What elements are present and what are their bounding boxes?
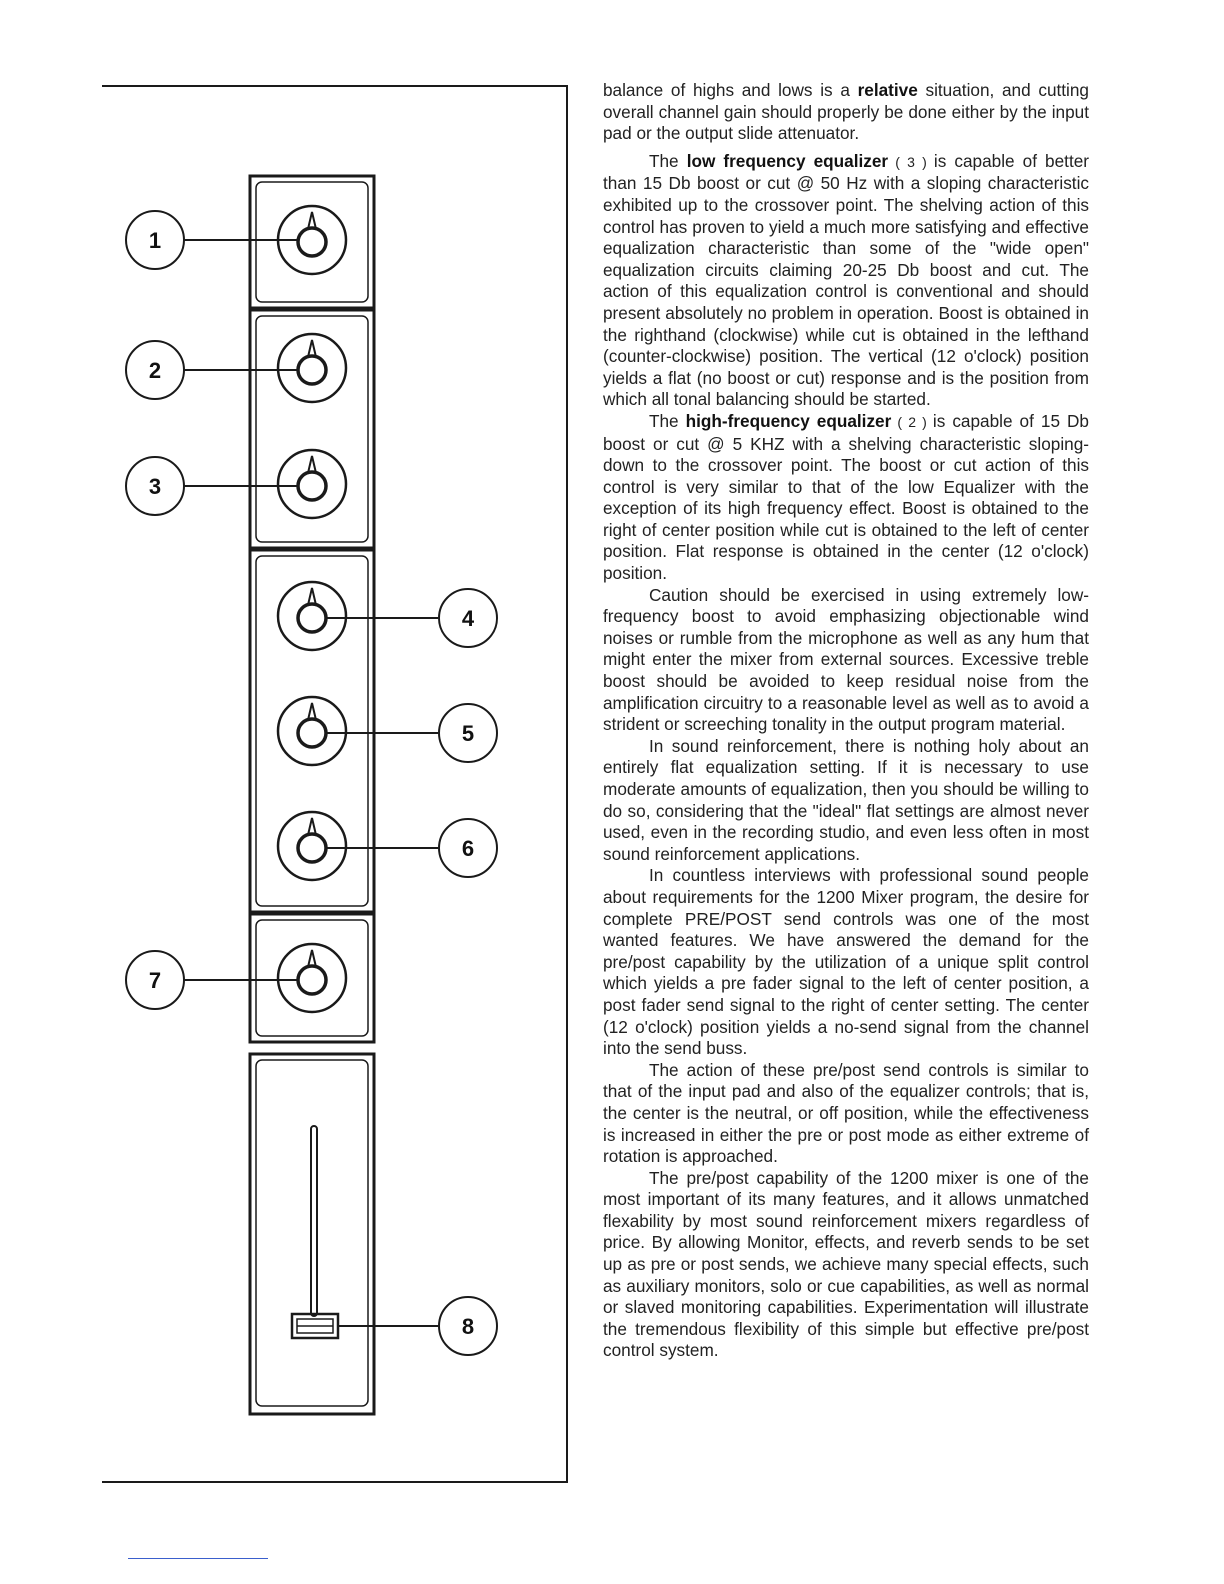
knob-5	[278, 697, 346, 765]
mixer-channel-strip-diagram	[0, 0, 580, 1584]
knob-4	[278, 582, 346, 650]
callout-label-7: 7	[148, 968, 162, 993]
paragraph-low-frequency-equalizer: The low frequency equalizer ( 3 ) is capable of better than 15 Db boost or cut @ 50 Hz with a sloping characteristic exhibited up to the crossover point. The shelving action of this control has proven to yield a much more satisfying and effective equalization characteristic than some of the "wide open" equalization circuits claiming 20-25 Db boost and cut. The action of this equalization control is conventional and should present absolutely no problem in operation. Boost is obtained in the righthand (clockwise) while cut is obtained in the lefthand (counter-clockwise) position. The vertical (12 o'clock) position yields a flat (no boost or cut) response and is the position from which all tonal balancing should be started.	[603, 150, 1089, 410]
emphasis-relative: relative	[857, 80, 918, 100]
knob-7	[278, 944, 346, 1012]
callout-label-2: 2	[148, 358, 162, 383]
module-fader	[250, 1054, 374, 1414]
knob-3	[278, 450, 346, 518]
callout-label-5: 5	[461, 721, 475, 746]
reference-2: ( 2 )	[891, 413, 933, 430]
heading-high-frequency-equalizer: high-frequency equalizer	[685, 410, 892, 431]
paragraph-relative-balance: balance of highs and lows is a relative situation, and cutting overall channel gain should properly be done either by the input pad or the output slide attenuator.	[603, 80, 1089, 144]
footer-rule	[128, 1558, 268, 1559]
paragraph-pre-post-capability: The pre/post capability of the 1200 mixer is one of the most important of its many features, and it allows unmatched flexability by most sound reinforcement mixers regardless of price. By allowing Monitor, effects, and reverb sends to be set up as pre or post sends, we achieve many special effects, such as auxiliary monitors, solo or cue capabilities, as well as normal or slaved monitoring capabilities. Experimentation will illustrate the tremendous flexibility of this simple but effective pre/post control system.	[603, 1167, 1089, 1361]
callout-label-8: 8	[461, 1314, 475, 1339]
body-text	[603, 80, 1089, 1362]
knob-2	[278, 334, 346, 402]
callout-label-4: 4	[461, 606, 475, 631]
fader-slot	[311, 1126, 317, 1316]
heading-low-frequency-equalizer: low frequency equalizer	[686, 150, 889, 171]
reference-3: ( 3 )	[888, 153, 934, 170]
paragraph-caution: Caution should be exercised in using extremely low-frequency boost to avoid emphasizing objectionable wind noises or rumble from the microphone as well as any hum that might enter the mixer from external sources. Excessive treble boost should be avoided to keep residual noise from the amplification circuitry to a reasonable level as well as to avoid a strident or screeching tonality in the output program material.	[603, 584, 1089, 735]
paragraph-pre-post-demand: In countless interviews with professional sound people about requirements for the 1200 Mixer program, the desire for complete PRE/POST send controls was one of the most wanted features. We have answered the demand for the pre/post capability by the utilization of a unique split control which yields a pre fader signal to the left of center position, a post fader send signal to the right of center setting. The center (12 o'clock) position yields a no-send signal from the channel into the send buss.	[603, 865, 1089, 1059]
paragraph-pre-post-action: The action of these pre/post send controls is similar to that of the input pad and also of the equalizer controls; that is, the center is the neutral, or off position, while the effectiveness is increased in either the pre or post mode as either extreme of rotation is approached.	[603, 1059, 1089, 1167]
callout-label-6: 6	[461, 836, 475, 861]
paragraph-sound-reinforcement: In sound reinforcement, there is nothing holy about an entirely flat equalization setting. If it is necessary to use moderate amounts of equalization, then you should be willing to do so, considering that the "ideal" flat settings are almost never used, even in the recording studio, and even less often in most sound reinforcement applications.	[603, 735, 1089, 864]
module-pan	[250, 914, 374, 1042]
paragraph-high-frequency-equalizer: The high-frequency equalizer ( 2 ) is capable of 15 Db boost or cut @ 5 KHZ with a shelving characteristic sloping-down to the crossover point. The boost or cut action of this control is very similar to that of the low Equalizer with the exception of its high frequency effect. Boost is obtained to the right of center position while cut is obtained to the left of center position. Flat response is obtained in the center (12 o'clock) position.	[603, 410, 1089, 584]
callout-label-3: 3	[148, 474, 162, 499]
module-equalizer	[250, 310, 374, 548]
knob-6	[278, 812, 346, 880]
callout-label-1: 1	[148, 228, 162, 253]
module-input-pad	[250, 176, 374, 308]
